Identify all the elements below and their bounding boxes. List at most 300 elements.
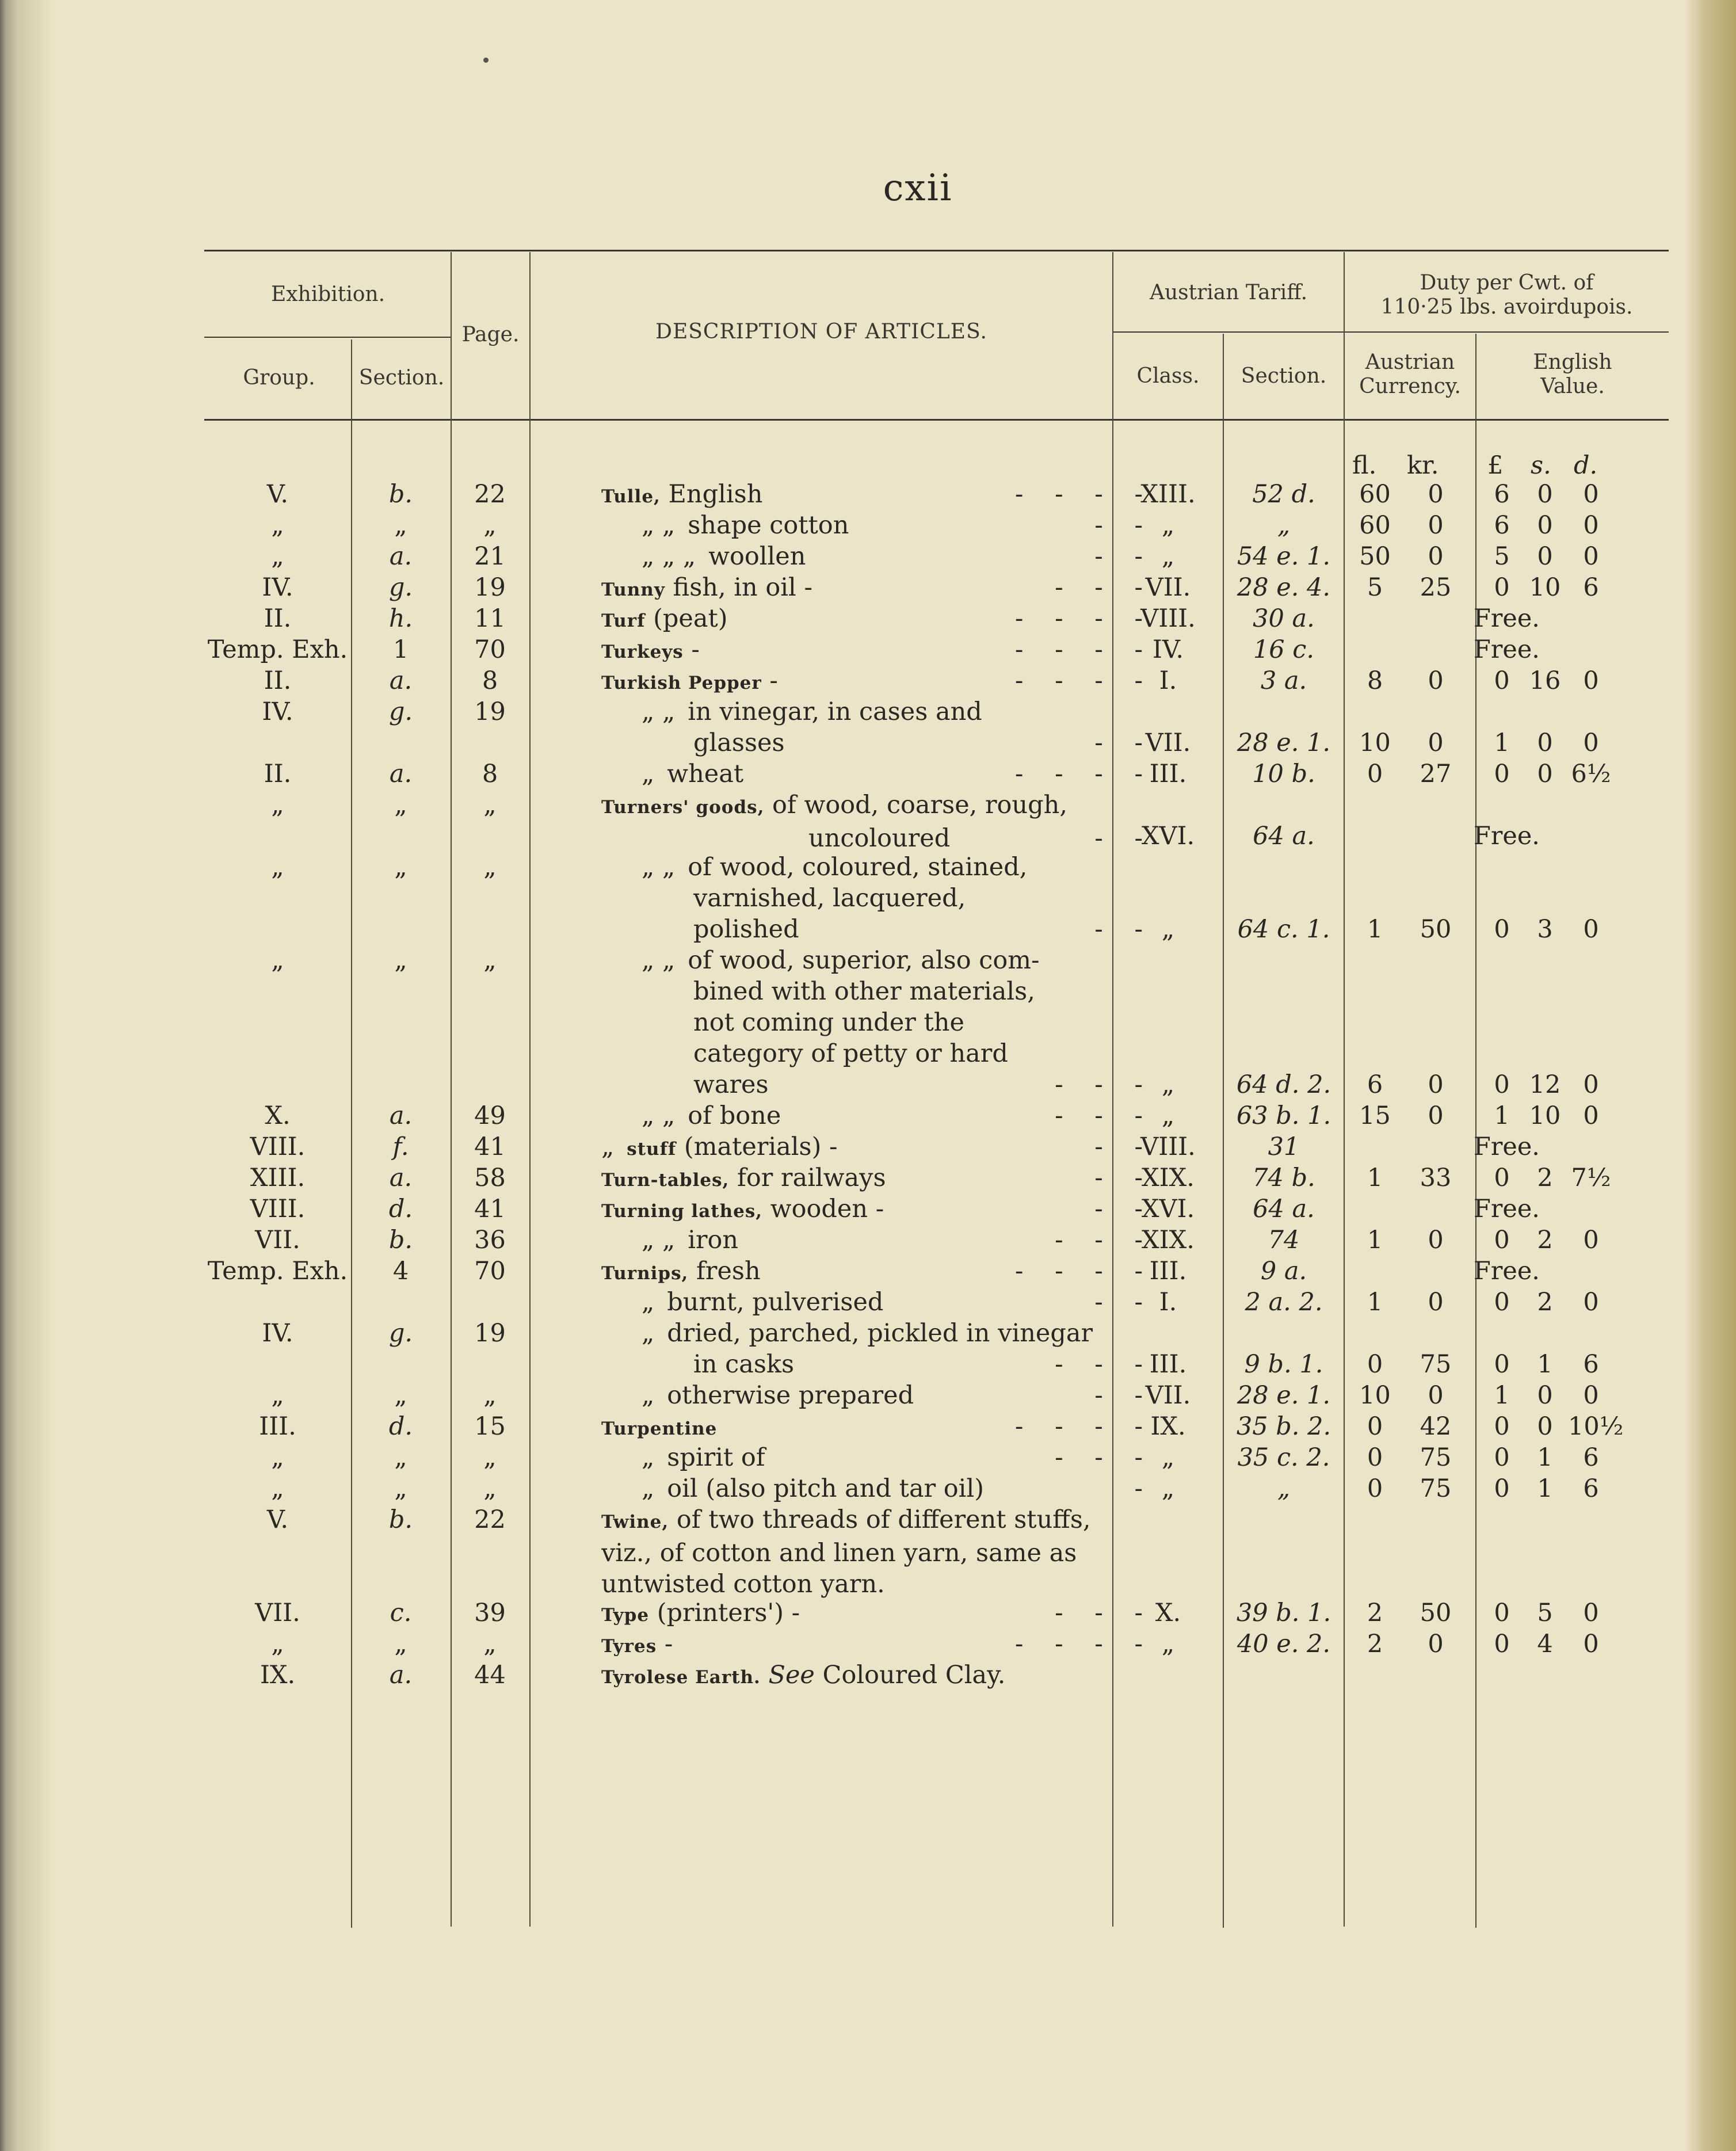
row-florins: 50 — [1359, 542, 1391, 571]
row-shillings: 2 — [1537, 1288, 1553, 1317]
row-shillings: 16 — [1529, 666, 1561, 695]
description-text: wheat — [667, 760, 744, 788]
row-duty-free: Free. — [1474, 1195, 1540, 1223]
row-duty-free: Free. — [1474, 1132, 1540, 1161]
row-pence: 0 — [1583, 1101, 1599, 1130]
row-pounds: 1 — [1494, 1101, 1510, 1130]
row-group: „ — [271, 853, 284, 882]
description-line — [601, 1660, 1151, 1693]
row-shillings: 0 — [1537, 511, 1553, 540]
row-florins: 0 — [1367, 1474, 1383, 1503]
article-keyword: Turpentine — [601, 1418, 718, 1439]
table-row — [55, 1597, 1666, 1628]
article-keyword: Tyrolese Earth. — [601, 1667, 761, 1688]
row-section: a. — [389, 760, 413, 788]
row-kreuzers: 0 — [1428, 1226, 1444, 1254]
row-page: „ — [483, 1381, 497, 1410]
row-florins: 15 — [1359, 1101, 1391, 1130]
row-pounds: 5 — [1494, 542, 1510, 571]
row-description — [601, 696, 1151, 758]
row-shillings: 0 — [1537, 760, 1553, 788]
table-row — [55, 634, 1666, 665]
leader-dashes: - — [1134, 1474, 1143, 1503]
header-section: Section. — [358, 366, 445, 390]
row-florins: 1 — [1367, 915, 1383, 944]
description-line — [601, 603, 1151, 636]
description-line: bined with other materials, — [693, 977, 1035, 1006]
row-florins: 0 — [1367, 760, 1383, 788]
leader-dashes: - - - - — [1014, 604, 1143, 633]
row-description — [601, 541, 1151, 572]
leader-dashes: - - — [1094, 729, 1143, 757]
row-tariff-section: 28 e. 1. — [1237, 729, 1331, 757]
row-pence: 0 — [1583, 915, 1599, 944]
row-pounds: 0 — [1494, 1350, 1510, 1379]
description-line — [601, 790, 1151, 823]
row-section: a. — [389, 1101, 413, 1130]
description-text: fish, in oil - — [665, 573, 813, 602]
description-text: of wood, superior, also com- — [688, 946, 1040, 975]
description-text: (peat) — [645, 604, 728, 633]
leader-dashes: - - — [1094, 1195, 1143, 1223]
description-line — [601, 1287, 1151, 1318]
ditto-mark: „ — [642, 1443, 655, 1472]
description-text: oil (also pitch and tar oil) — [667, 1474, 984, 1503]
row-section: b. — [388, 1505, 413, 1534]
table-row — [55, 790, 1666, 852]
row-section: f. — [392, 1132, 409, 1161]
description-line — [601, 1162, 1151, 1196]
header-description: DESCRIPTION OF ARTICLES. — [655, 320, 987, 344]
row-page: 41 — [474, 1132, 506, 1161]
row-pence: 6 — [1583, 573, 1599, 602]
description-line: uncoloured - - — [808, 824, 1143, 853]
row-tariff-section: 35 b. 2. — [1236, 1412, 1331, 1441]
description-text: in vinegar, in cases and — [688, 697, 982, 726]
row-kreuzers: 27 — [1420, 760, 1452, 788]
row-section: „ — [394, 946, 407, 975]
description-line — [601, 1411, 1151, 1444]
row-page: „ — [483, 511, 497, 540]
row-tariff-class: IX. — [1150, 1412, 1186, 1441]
row-section: g. — [388, 573, 413, 602]
row-pence: 6½ — [1571, 760, 1611, 788]
row-section: „ — [394, 791, 407, 819]
row-description — [601, 572, 1151, 605]
row-shillings: 12 — [1529, 1070, 1561, 1099]
page-edge — [1686, 0, 1736, 2151]
row-pence: 0 — [1583, 511, 1599, 540]
table-row — [55, 1442, 1666, 1473]
row-section: b. — [388, 1226, 413, 1254]
table-row — [55, 1287, 1666, 1318]
ditto-mark: „ — [642, 1381, 655, 1410]
row-tariff-section: 35 c. 2. — [1237, 1443, 1330, 1472]
row-section: „ — [394, 853, 407, 882]
row-description — [601, 945, 1151, 1100]
row-pounds: 6 — [1494, 480, 1510, 509]
ditto-mark: „ — [642, 1288, 655, 1317]
row-florins: 1 — [1367, 1164, 1383, 1192]
row-pounds: 0 — [1494, 1474, 1510, 1503]
ditto-mark: „ „ — [642, 511, 676, 540]
leader-dashes: - - — [1094, 1132, 1143, 1161]
row-description — [601, 1162, 1151, 1196]
row-section: c. — [390, 1599, 412, 1627]
row-description — [601, 1597, 1151, 1631]
table-row — [55, 1504, 1666, 1597]
row-group: VII. — [255, 1226, 300, 1254]
row-section: 4 — [392, 1257, 409, 1286]
row-pence: 10½ — [1568, 1412, 1624, 1441]
description-line — [601, 634, 1151, 668]
article-keyword: Turners' goods, — [601, 797, 765, 818]
row-page: 70 — [474, 1257, 506, 1286]
description-text: - — [657, 1630, 673, 1658]
row-page: „ — [483, 1443, 497, 1472]
row-kreuzers: 0 — [1428, 729, 1444, 757]
description-line — [601, 510, 1151, 541]
row-group: II. — [264, 666, 292, 695]
row-tariff-section: 64 d. 2. — [1236, 1070, 1331, 1099]
row-florins: 0 — [1367, 1412, 1383, 1441]
row-section: 1 — [392, 635, 409, 664]
row-pence: 0 — [1583, 1226, 1599, 1254]
table-row — [55, 665, 1666, 696]
ditto-mark: „ „ — [642, 853, 676, 882]
row-description — [601, 1442, 1151, 1473]
row-shillings: 0 — [1537, 542, 1553, 571]
description-line — [601, 1473, 1151, 1504]
table-row — [55, 1256, 1666, 1287]
header-duty-line1: Duty per Cwt. of — [1420, 271, 1594, 295]
description-text: English — [660, 480, 763, 509]
row-description — [601, 1318, 1151, 1380]
row-section: h. — [388, 604, 413, 633]
row-description — [601, 1287, 1151, 1318]
table-row — [55, 1411, 1666, 1442]
row-pence: 0 — [1583, 666, 1599, 695]
article-keyword: Tulle, — [601, 486, 661, 507]
leader-dashes: - - — [1094, 915, 1143, 944]
row-shillings: 1 — [1537, 1350, 1553, 1379]
article-keyword: Tyres — [601, 1636, 657, 1657]
article-keyword: Twine, — [601, 1512, 669, 1532]
description-line — [601, 1225, 1151, 1256]
row-pence: 0 — [1583, 1288, 1599, 1317]
leader-dashes: - - - — [1055, 1101, 1143, 1130]
row-tariff-class: „ — [1161, 1630, 1175, 1658]
leader-dashes: - - - — [1055, 1599, 1143, 1627]
header-austrian-currency-1: Austrian — [1365, 350, 1455, 374]
row-section: g. — [388, 1319, 413, 1348]
leader-dashes: - - - - — [1014, 760, 1143, 788]
row-tariff-class: XVI. — [1141, 822, 1195, 851]
row-description — [601, 790, 1151, 854]
row-description — [601, 1473, 1151, 1504]
row-kreuzers: 0 — [1428, 1101, 1444, 1130]
header-group: Group. — [243, 366, 315, 390]
row-duty-free: Free. — [1474, 822, 1540, 851]
row-shillings: 1 — [1537, 1474, 1553, 1503]
row-kreuzers: 0 — [1428, 666, 1444, 695]
row-description — [601, 1193, 1151, 1227]
description-line — [601, 696, 1151, 727]
row-page: 19 — [474, 573, 506, 602]
row-tariff-section: 63 b. 1. — [1236, 1101, 1331, 1130]
description-line — [601, 1504, 1151, 1538]
row-pence: 6 — [1583, 1474, 1599, 1503]
description-line: viz., of cotton and linen yarn, same as — [601, 1539, 1077, 1568]
row-tariff-section: 54 e. 1. — [1237, 542, 1331, 571]
row-tariff-class: XIII. — [1140, 480, 1196, 509]
unit-kreuzer: kr. — [1407, 451, 1439, 480]
row-florins: 0 — [1367, 1350, 1383, 1379]
row-kreuzers: 0 — [1428, 1288, 1444, 1317]
row-section: „ — [394, 1381, 407, 1410]
row-group: IV. — [262, 573, 293, 602]
row-pounds: 0 — [1494, 1288, 1510, 1317]
row-group: V. — [266, 480, 289, 509]
row-description — [601, 1131, 1151, 1165]
row-pounds: 1 — [1494, 1381, 1510, 1410]
row-tariff-section: 64 a. — [1253, 1195, 1315, 1223]
row-shillings: 2 — [1537, 1164, 1553, 1192]
row-pounds: 0 — [1494, 760, 1510, 788]
description-line — [601, 665, 1151, 699]
row-group: „ — [271, 1443, 284, 1472]
row-description — [601, 1411, 1151, 1444]
row-kreuzers: 75 — [1420, 1474, 1452, 1503]
row-description — [601, 758, 1151, 790]
row-pounds: 0 — [1494, 666, 1510, 695]
row-page: 39 — [474, 1599, 506, 1627]
row-shillings: 3 — [1537, 915, 1553, 944]
row-section: d. — [388, 1195, 413, 1223]
row-page: 11 — [474, 604, 506, 633]
description-text: for railways — [729, 1164, 886, 1192]
row-tariff-class: „ — [1161, 1443, 1175, 1472]
row-shillings: 5 — [1537, 1599, 1553, 1627]
row-pounds: 0 — [1494, 1412, 1510, 1441]
row-section: b. — [388, 480, 413, 509]
row-kreuzers: 0 — [1428, 480, 1444, 509]
row-description — [601, 1100, 1151, 1131]
row-tariff-class: III. — [1149, 760, 1187, 788]
description-line: in casks - - - — [693, 1350, 1143, 1379]
leader-dashes: - - - — [1055, 1443, 1143, 1472]
row-group: V. — [266, 1505, 289, 1534]
row-section: „ — [394, 1443, 407, 1472]
row-group: Temp. Exh. — [207, 1257, 348, 1286]
row-tariff-class: VII. — [1145, 573, 1191, 602]
leader-dashes: - - - - — [1014, 480, 1143, 509]
row-pence: 0 — [1583, 480, 1599, 509]
row-section: a. — [389, 1164, 413, 1192]
description-text: woollen — [708, 542, 806, 571]
header-duty-line2: 110·25 lbs. avoirdupois. — [1380, 295, 1633, 319]
row-description — [601, 510, 1151, 541]
row-description — [601, 1660, 1151, 1693]
header-austrian-currency-2: Currency. — [1359, 375, 1461, 398]
table-row — [55, 510, 1666, 541]
leader-dashes: - - - — [1055, 573, 1143, 602]
row-group: IV. — [262, 697, 293, 726]
row-section: „ — [394, 1630, 407, 1658]
row-pence: 0 — [1583, 542, 1599, 571]
header-austrian-tariff: Austrian Tariff. — [1149, 281, 1308, 304]
row-kreuzers: 42 — [1420, 1412, 1452, 1441]
row-tariff-class: VII. — [1145, 1381, 1191, 1410]
cross-reference-target: Coloured Clay. — [814, 1661, 1006, 1689]
row-tariff-class: III. — [1149, 1257, 1187, 1286]
row-tariff-section: 39 b. 1. — [1236, 1599, 1331, 1627]
row-page: 19 — [474, 697, 506, 726]
article-keyword: Turf — [601, 611, 646, 631]
row-description — [601, 665, 1151, 699]
row-page: 44 — [474, 1661, 506, 1689]
book-gutter — [0, 0, 55, 2151]
description-line — [601, 1380, 1151, 1411]
row-page: 21 — [474, 542, 506, 571]
row-shillings: 0 — [1537, 480, 1553, 509]
table-row — [55, 696, 1666, 758]
row-shillings: 10 — [1529, 1101, 1561, 1130]
row-group: „ — [271, 1474, 284, 1503]
row-page: „ — [483, 853, 497, 882]
row-tariff-section: 10 b. — [1252, 760, 1315, 788]
leader-dashes: - - — [1094, 1288, 1143, 1317]
leader-dashes: - - - - — [1014, 1257, 1143, 1286]
leader-dashes: - - - - — [1014, 1412, 1143, 1441]
description-text: wooden - — [762, 1195, 884, 1223]
row-kreuzers: 50 — [1420, 1599, 1452, 1627]
article-keyword: Turkeys — [601, 642, 684, 662]
description-text: - — [761, 666, 778, 695]
leader-dashes: - - — [1094, 824, 1143, 853]
row-florins: 6 — [1367, 1070, 1383, 1099]
table-row — [55, 945, 1666, 1100]
row-group: IV. — [262, 1319, 293, 1348]
row-description — [601, 1380, 1151, 1411]
row-tariff-class: III. — [1149, 1350, 1187, 1379]
description-text: of bone — [688, 1101, 781, 1130]
row-florins: 10 — [1359, 1381, 1391, 1410]
leader-dashes: - - — [1094, 1164, 1143, 1192]
table-row — [55, 1193, 1666, 1225]
description-line: varnished, lacquered, — [693, 884, 966, 913]
row-tariff-class: VIII. — [1140, 1132, 1196, 1161]
row-description — [601, 479, 1151, 512]
cross-reference-label: See — [760, 1661, 815, 1689]
row-florins: 8 — [1367, 666, 1383, 695]
row-kreuzers: 0 — [1428, 542, 1444, 571]
leader-dashes: - - - - — [1014, 666, 1143, 695]
description-text: dried, parched, pickled in vinegar — [667, 1319, 1093, 1348]
row-page: 22 — [474, 480, 506, 509]
row-shillings: 0 — [1537, 1381, 1553, 1410]
description-line — [601, 479, 1151, 512]
row-pence: 0 — [1583, 1599, 1599, 1627]
table-row — [55, 1162, 1666, 1193]
ditto-mark: „ — [601, 1132, 615, 1161]
row-page: 41 — [474, 1195, 506, 1223]
header-page: Page. — [461, 323, 520, 346]
ditto-mark: „ — [642, 1474, 655, 1503]
description-line — [601, 1628, 1151, 1662]
row-kreuzers: 75 — [1420, 1443, 1452, 1472]
ditto-mark: „ „ „ — [642, 542, 696, 571]
row-tariff-section: 3 a. — [1260, 666, 1307, 695]
leader-dashes: - - - - — [1014, 1630, 1143, 1658]
row-pence: 6 — [1583, 1350, 1599, 1379]
row-tariff-section: 74 — [1268, 1226, 1300, 1254]
description-text: burnt, pulverised — [667, 1288, 884, 1317]
unit-florin: fl. — [1352, 451, 1377, 480]
row-tariff-class: XIX. — [1142, 1164, 1195, 1192]
unit-shilling: s. — [1531, 451, 1551, 480]
row-tariff-section: 74 b. — [1252, 1164, 1315, 1192]
article-keyword: Turnips, — [601, 1263, 689, 1284]
row-florins: 1 — [1367, 1226, 1383, 1254]
row-tariff-class: VII. — [1145, 729, 1191, 757]
row-tariff-class: IV. — [1152, 635, 1184, 664]
row-pounds: 0 — [1494, 1226, 1510, 1254]
row-tariff-section: „ — [1277, 1474, 1291, 1503]
description-text: spirit of — [667, 1443, 765, 1472]
row-page: 70 — [474, 635, 506, 664]
table-row — [55, 1660, 1666, 1691]
row-florins: 60 — [1359, 511, 1391, 540]
row-kreuzers: 25 — [1420, 573, 1452, 602]
row-page: 19 — [474, 1319, 506, 1348]
row-pounds: 0 — [1494, 1630, 1510, 1658]
row-group: „ — [271, 1381, 284, 1410]
row-section: a. — [389, 1661, 413, 1689]
row-tariff-class: „ — [1161, 511, 1175, 540]
row-group: III. — [259, 1412, 296, 1441]
article-keyword: Tunny — [601, 579, 665, 600]
description-line — [601, 1100, 1151, 1131]
description-text: (printers') - — [649, 1599, 800, 1627]
row-tariff-class: „ — [1161, 1474, 1175, 1503]
row-tariff-class: „ — [1161, 915, 1175, 944]
row-kreuzers: 33 — [1420, 1164, 1452, 1192]
row-kreuzers: 0 — [1428, 1381, 1444, 1410]
table-row — [55, 479, 1666, 510]
row-tariff-class: „ — [1161, 1101, 1175, 1130]
row-duty-free: Free. — [1474, 604, 1540, 633]
table-row — [55, 1225, 1666, 1256]
description-line: wares - - - — [693, 1070, 1143, 1099]
description-text: (materials) - — [676, 1132, 838, 1161]
leader-dashes: - - - — [1055, 1070, 1143, 1099]
row-florins: 2 — [1367, 1630, 1383, 1658]
row-tariff-section: 40 e. 2. — [1237, 1630, 1331, 1658]
row-group: IX. — [260, 1661, 296, 1689]
row-kreuzers: 75 — [1420, 1350, 1452, 1379]
row-tariff-section: 30 a. — [1253, 604, 1315, 633]
row-tariff-section: 28 e. 4. — [1237, 573, 1331, 602]
row-shillings: 1 — [1537, 1443, 1553, 1472]
row-tariff-section: 64 a. — [1253, 822, 1315, 851]
row-kreuzers: 0 — [1428, 1630, 1444, 1658]
row-group: VII. — [255, 1599, 300, 1627]
header-tariff-section: Section. — [1241, 364, 1327, 388]
description-line: glasses - - — [693, 729, 1143, 757]
leader-dashes: - - - — [1055, 1350, 1143, 1379]
row-group: XIII. — [250, 1164, 306, 1192]
